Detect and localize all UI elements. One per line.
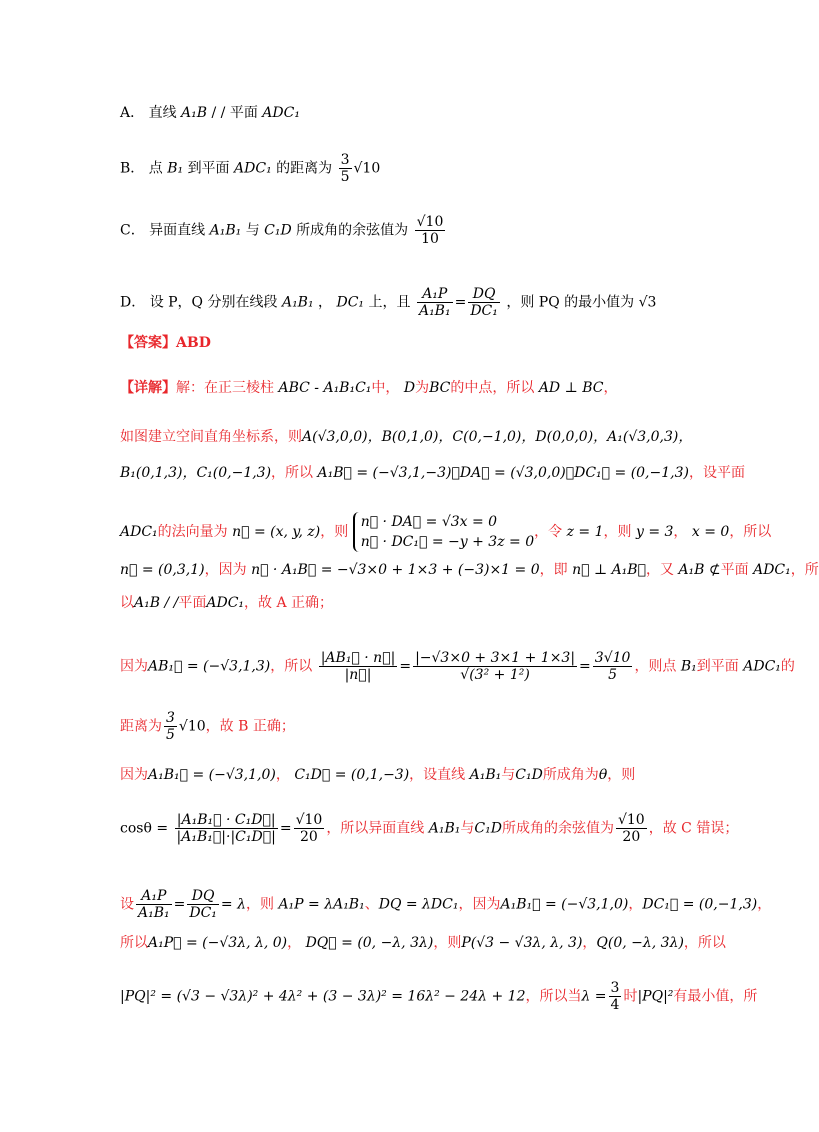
answer-tag: 【答案】 [120, 335, 176, 351]
text: ，则 [607, 767, 636, 783]
option-a [120, 103, 300, 123]
math-expr: = λ [220, 896, 246, 913]
detail-tag: 【详解】 [120, 380, 176, 396]
fraction: $\frac{√10}{20}$ [617, 812, 645, 845]
text: ，所以 [270, 658, 313, 675]
fraction: $\frac{\text{|AB₁⃗ · n⃗|}}{|n⃗|}$ [320, 650, 396, 683]
equation-system: n⃗ · DA⃗ = √3x = 0 n⃗ · DC₁⃗ = −y + 3z = 0 [353, 512, 534, 552]
detail-line-7 [120, 650, 795, 683]
answer-value: ABD [176, 335, 211, 351]
math-expr: AD ⊥ BC [538, 380, 604, 396]
fraction: $\frac{3√10}{5}$ [594, 650, 631, 683]
math-expr: θ [598, 767, 608, 783]
math-expr: D [403, 380, 416, 396]
text: ，设直线 [409, 767, 466, 783]
fraction: $\frac{3}{5}$ [166, 710, 175, 743]
math-expr: x = 0 [691, 524, 730, 540]
text: 与 [460, 820, 475, 837]
detail-line-13 [120, 980, 757, 1013]
math-expr: λ = [581, 988, 607, 1005]
text: ， [673, 524, 688, 540]
text: ， [275, 767, 290, 783]
detail-line-4 [120, 512, 771, 552]
math-expr: A₁B₁ [209, 222, 242, 239]
math-expr: n⃗ · A₁B⃗ = −√3×0 + 1×3 + (−3)×1 = 0 [251, 562, 540, 578]
text: ，则 [603, 524, 632, 540]
math-expr: n⃗ = (0,3,1) [120, 562, 205, 578]
text: 如图建立空间直角坐标系，则 [120, 429, 302, 445]
text: ，所以异面直线 [326, 820, 425, 837]
option-label: A． [120, 105, 145, 121]
text: 设 [120, 896, 134, 913]
text: 有最小值，所 [673, 988, 758, 1005]
text: 所成角为 [542, 767, 599, 783]
text: 所以 [120, 935, 148, 951]
fraction: $\frac{DQ}{\text{DC₁}}$ [470, 286, 498, 319]
text: ，设平面 [688, 465, 745, 481]
option-text: 上，且 [368, 294, 411, 311]
text: 平面 [720, 562, 749, 578]
math-expr: A₁B₁ [469, 767, 502, 783]
detail-line-2 [120, 427, 692, 447]
text: 平面 [178, 595, 207, 611]
text: 因为 [120, 767, 148, 783]
math-expr: C₁D [264, 222, 292, 239]
text: ，令 [534, 524, 563, 540]
option-text: 所成角的余弦值为 [296, 222, 409, 239]
math-expr: C₁D [474, 820, 502, 837]
equals-sign: = [399, 658, 412, 675]
math-expr: Q(0, −λ, 3λ) [596, 935, 684, 951]
fraction: $\frac{\text{A₁P}}{\text{A₁B₁}}$ [138, 888, 170, 921]
text: ，所以 [271, 465, 314, 481]
fraction: $\frac{\text{A₁P}}{\text{A₁B₁}}$ [418, 286, 451, 319]
text: ，则 [433, 935, 462, 951]
math-expr: ADC₁ [743, 658, 781, 675]
fraction: $\frac{√10}{20}$ [295, 812, 323, 845]
text: ，故 A 正确； [244, 595, 334, 611]
option-text: 设 P，Q 分别在线段 [149, 294, 278, 311]
text: 因为 [120, 658, 148, 675]
text: 与 [501, 767, 516, 783]
fraction: $\frac{3}{4}$ [610, 980, 620, 1013]
math-expr: ADC₁ [234, 160, 272, 177]
option-text: 点 [148, 160, 163, 177]
equals-sign: = [173, 896, 186, 913]
text: 的 [780, 658, 795, 675]
math-expr: cosθ = [120, 820, 169, 837]
text: ，即 [539, 562, 568, 578]
text: ，因为 [204, 562, 247, 578]
fraction: $\frac{DQ}{\text{DC₁}}$ [189, 888, 217, 921]
math-expr: A₁B [181, 105, 208, 121]
text: 到平面 [696, 658, 739, 675]
text: ， [287, 935, 302, 951]
math-expr: ADC₁ [753, 562, 791, 578]
option-text: / / 平面 [211, 105, 258, 121]
text: ，因为 [458, 896, 501, 913]
detail-line-8 [120, 710, 295, 743]
math-expr: A₁B / / [134, 595, 179, 611]
option-text: ，则 PQ 的最小值为 [506, 294, 635, 311]
option-text: 直线 [148, 105, 177, 121]
detail-line-11 [120, 888, 771, 921]
option-c [120, 214, 447, 247]
fraction: $\frac{√10}{10}$ [416, 214, 444, 247]
math-expr: B₁(0,1,3)，C₁(0,−1,3) [120, 465, 272, 481]
math-expr: ABC - A₁B₁C₁ [278, 380, 372, 396]
equals-sign: = [579, 658, 591, 675]
math-expr: |PQ|² [637, 988, 674, 1005]
math-expr: C₁D [515, 767, 543, 783]
option-d [120, 286, 656, 319]
text: ， [603, 380, 618, 396]
math-expr: √10 [353, 160, 381, 177]
text: ， [628, 896, 643, 913]
option-text: 到平面 [187, 160, 230, 177]
option-b [120, 152, 380, 185]
detail-line-3 [120, 463, 745, 483]
option-text: 与 [245, 222, 260, 239]
equals-sign: = [454, 294, 467, 311]
text: 距离为 [120, 718, 162, 735]
text: ，所以 [683, 935, 726, 951]
math-expr: DC₁⃗ = (0,−1,3) [642, 896, 758, 913]
math-expr: DQ⃗ = (0, −λ, 3λ) [305, 935, 434, 951]
math-expr: ADC₁ [262, 105, 300, 121]
text: ，又 [645, 562, 674, 578]
math-expr: n⃗ = (x, y, z) [232, 524, 321, 540]
text: ，故 C 错误； [648, 820, 739, 837]
text: ， [582, 935, 597, 951]
text: ，所以 [729, 524, 772, 540]
fraction: $\frac{|-√3\times 0 + 3\times 1 + 1\times 3|}{\text{√(3² + 1²)}}$ [415, 650, 576, 683]
math-expr: P(√3 − √3λ, λ, 3) [461, 935, 583, 951]
math-expr: A(√3,0,0)，B(0,1,0)，C(0,−1,0)，D(0,0,0)，A₁(√3,0,3)， [302, 429, 693, 445]
text: ，则 [320, 524, 349, 540]
math-expr: C₁D⃗ = (0,1,−3) [294, 767, 410, 783]
math-expr: y = 3 [635, 524, 674, 540]
math-expr: B₁ [167, 160, 184, 177]
math-expr: A₁B₁ [428, 820, 461, 837]
text: 中， [371, 380, 400, 396]
math-expr: √10 [178, 718, 206, 735]
option-label: B． [120, 160, 145, 177]
math-expr: A₁P = λA₁B₁ [278, 896, 365, 913]
text: ，所以当 [525, 988, 582, 1005]
math-expr: AB₁⃗ = (−√3,1,3) [148, 658, 271, 675]
math-expr: A₁B ⊄ [678, 562, 721, 578]
math-expr: ADC₁ [120, 524, 158, 540]
option-text: 异面直线 [149, 222, 206, 239]
math-expr: |PQ|² = (√3 − √3λ)² + 4λ² + (3 − 3λ)² = 16λ² − 24λ + 12 [120, 988, 526, 1005]
text: 为 [415, 380, 430, 396]
text: ， [757, 896, 772, 913]
math-expr: √3 [638, 294, 657, 311]
math-expr: n⃗ ⊥ A₁B⃗ [572, 562, 646, 578]
text: 的中点，所以 [450, 380, 535, 396]
math-expr: A₁B₁ [281, 294, 314, 311]
math-expr: DQ = λDC₁ [378, 896, 459, 913]
text: ，故 B 正确； [205, 718, 295, 735]
math-expr: A₁B₁⃗ = (−√3,1,0) [500, 896, 629, 913]
equals-sign: = [279, 820, 292, 837]
math-expr: z = 1 [566, 524, 604, 540]
fraction: $\frac{\text{|A₁B₁⃗ · C₁D⃗|}}{\text{|A₁B₁⃗|·|C₁D⃗|}}$ [176, 812, 276, 845]
option-text: 的距离为 [276, 160, 333, 177]
math-expr: DC₁ [336, 294, 365, 311]
option-text: ， [318, 294, 333, 311]
math-expr: B₁ [680, 658, 697, 675]
text: 所成角的余弦值为 [501, 820, 614, 837]
text: 的法向量为 [157, 524, 228, 540]
math-expr: A₁P⃗ = (−√3λ, λ, 0) [148, 935, 288, 951]
option-label: C． [120, 222, 145, 239]
detail-line-9 [120, 765, 635, 785]
math-expr: A₁B₁⃗ = (−√3,1,0) [148, 767, 276, 783]
fraction: $\frac{3}{5}$ [340, 152, 350, 185]
detail-line-1 [120, 378, 617, 398]
math-expr: ADC₁ [206, 595, 245, 611]
text: ，则 [245, 896, 274, 913]
math-expr: BC [429, 380, 451, 396]
text: 时 [623, 988, 638, 1005]
detail-line-5 [120, 560, 819, 580]
text: 解：在正三棱柱 [176, 380, 274, 396]
text: ，则点 [634, 658, 677, 675]
detail-line-6 [120, 593, 333, 613]
text: 以 [120, 595, 134, 611]
text: 、 [364, 896, 379, 913]
text: ，所 [790, 562, 819, 578]
answer-line [120, 333, 211, 353]
math-expr: A₁B⃗ = (−√3,1,−3)，DA⃗ = (√3,0,0)，DC₁⃗ = (0,−1,3) [317, 465, 689, 481]
detail-line-12 [120, 933, 726, 953]
detail-line-10 [120, 812, 738, 845]
option-label: D． [120, 294, 146, 311]
